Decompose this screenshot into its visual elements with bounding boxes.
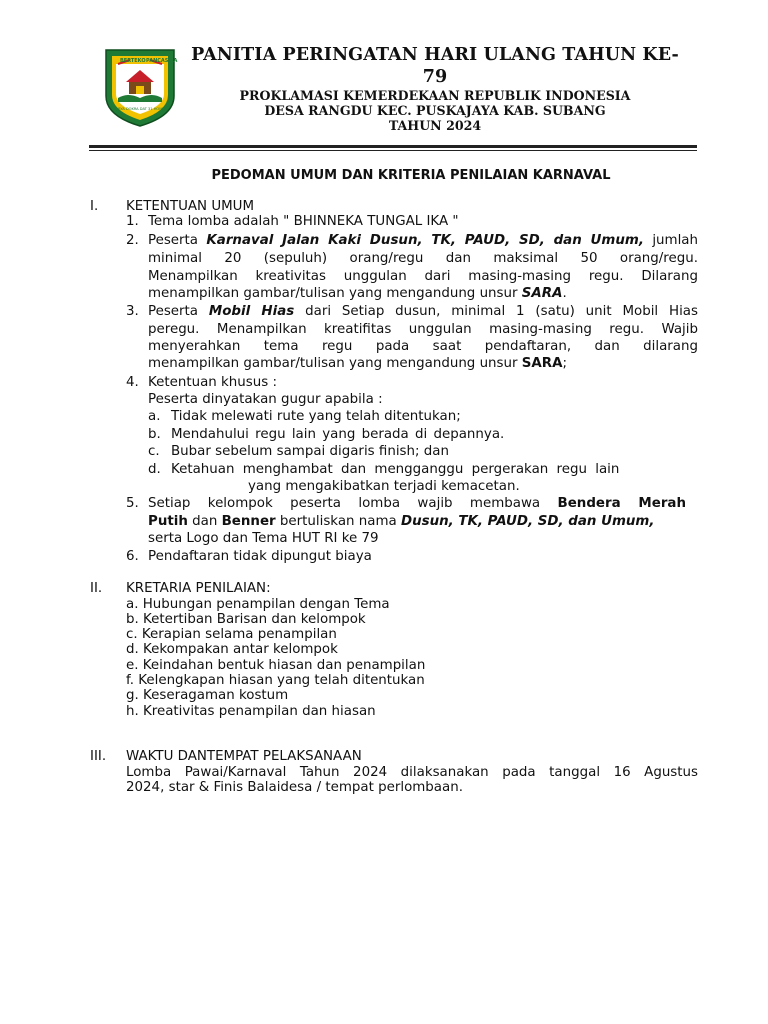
letterhead-line4: TAHUN 2024 [388, 118, 482, 133]
item-3-l4a: menampilkan gambar/tulisan yang mengandung unsur [148, 356, 522, 371]
item-5-line-3: serta Logo dan Tema HUT RI ke 79 [148, 531, 379, 546]
item-3-l4c: ; [562, 356, 567, 371]
item-5-l2b: dan [187, 514, 222, 529]
criteria-item: a. Hubungan penampilan dengan Tema [126, 597, 390, 612]
item-6-text: Pendaftaran tidak dipungut biaya [148, 549, 372, 564]
item-5-text-a: Setiap kelompok peserta lomba wajib membawa [148, 496, 558, 511]
section-2-heading: KRETARIA PENILAIAN: [126, 581, 271, 596]
item-3-line-3: menyerahkan tema regu pada saat pendaftaran, dan dilarang [148, 339, 698, 354]
letterhead-rule-thin [89, 150, 697, 151]
criteria-item: h. Kreativitas penampilan dan hiasan [126, 704, 376, 719]
logo-text-right: PANCASILA [146, 58, 178, 64]
item-2-text-b: Karnaval Jalan Kaki Dusun, TK, PAUD, SD, dan Umum, [206, 233, 644, 248]
item-5-line-2 [148, 514, 654, 529]
item-5-l2a: Putih [148, 514, 188, 529]
item-3-line-1 [148, 304, 698, 319]
item-2-line-2: minimal 20 (sepuluh) orang/regu dan maksimal 50 orang/regu. [148, 251, 698, 266]
item-4-text: Ketentuan khusus : [148, 375, 277, 390]
criteria-item: f. Kelengkapan hiasan yang telah ditentukan [126, 673, 425, 688]
logo-text-bottom: KARYA DOKRA DAT 31 HONTR [113, 107, 167, 111]
item-3-l4b: SARA [521, 356, 563, 371]
item-4c-label: c. [148, 444, 160, 459]
item-1-number: 1. [126, 214, 139, 229]
section-1-number: I. [90, 199, 99, 214]
item-3-text-a: Peserta [148, 304, 209, 319]
criteria-item: e. Keindahan bentuk hiasan dan penampilan [126, 658, 426, 673]
letterhead-line2: PROKLAMASI KEMERDEKAAN REPUBLIK INDONESIA [239, 88, 631, 103]
section-1-heading: KETENTUAN UMUM [126, 199, 255, 214]
letterhead-line3: DESA RANGDU KEC. PUSKAJAYA KAB. SUBANG [264, 103, 606, 118]
subang-regency-emblem-icon [98, 42, 182, 128]
item-2-l4b: SARA [521, 286, 563, 301]
section-3-number: III. [90, 749, 107, 764]
item-2-l4c: . [562, 286, 567, 301]
item-6-number: 6. [126, 549, 139, 564]
criteria-item: b. Ketertiban Barisan dan kelompok [126, 612, 366, 627]
section-3-line-2: 2024, star & Finis Balaidesa / tempat perlombaan. [126, 780, 463, 795]
item-4b-text: Mendahului regu lain yang berada di depannya. [171, 427, 505, 442]
item-5-l2d: bertuliskan nama [275, 514, 401, 529]
section-3-line-1: Lomba Pawai/Karnaval Tahun 2024 dilaksanakan pada tanggal 16 Agustus [126, 765, 698, 780]
logo-text-left: BERTEKO [120, 58, 146, 64]
item-2-line-4 [148, 286, 567, 301]
item-4b-label: b. [148, 427, 161, 442]
criteria-item: c. Kerapian selama penampilan [126, 627, 337, 642]
letterhead-text [185, 44, 685, 133]
item-3-text-c: dari Setiap dusun, minimal 1 (satu) unit Mobil Hias [294, 304, 698, 319]
item-5-l2c: Benner [221, 514, 276, 529]
item-2-line-1 [148, 233, 698, 248]
item-4c-text: Bubar sebelum sampai digaris finish; dan [171, 444, 449, 459]
item-3-text-b: Mobil Hias [208, 304, 295, 319]
item-2-l4a: menampilkan gambar/tulisan yang mengandung unsur [148, 286, 522, 301]
item-2-text-c: jumlah [643, 233, 699, 248]
item-4-number: 4. [126, 375, 139, 390]
item-4-intro: Peserta dinyatakan gugur apabila : [148, 392, 383, 407]
item-3-number: 3. [126, 304, 139, 319]
item-1-text: Tema lomba adalah " BHINNEKA TUNGAL IKA " [148, 214, 459, 229]
criteria-item: d. Kekompakan antar kelompok [126, 642, 338, 657]
item-3-line-4 [148, 356, 567, 371]
item-4d-continued: yang mengakibatkan terjadi kemacetan. [248, 479, 520, 494]
item-2-number: 2. [126, 233, 139, 248]
item-4d-text: Ketahuan menghambat dan mengganggu pergerakan regu lain [171, 462, 620, 477]
section-2-number: II. [90, 581, 103, 596]
item-4d-label: d. [148, 462, 161, 477]
item-2-line-3: Menampilkan kreativitas unggulan dari masing-masing regu. Dilarang [148, 269, 698, 284]
item-5-l2e: Dusun, TK, PAUD, SD, dan Umum, [400, 514, 655, 529]
item-3-line-2: peregu. Menampilkan kreatifitas unggulan masing-masing regu. Wajib [148, 322, 698, 337]
item-4a-label: a. [148, 409, 161, 424]
letterhead-rule-thick [89, 145, 697, 148]
letterhead-title: PANITIA PERINGATAN HARI ULANG TAHUN KE-79 [191, 45, 679, 87]
item-4a-text: Tidak melewati rute yang telah ditentukan; [171, 409, 461, 424]
criteria-item: g. Keseragaman kostum [126, 688, 289, 703]
item-5-text-b: Bendera Merah [557, 496, 686, 511]
item-5-line-1 [148, 496, 686, 511]
document-title: PEDOMAN UMUM DAN KRITERIA PENILAIAN KARNAVAL [211, 168, 611, 183]
section-3-heading: WAKTU DANTEMPAT PELAKSANAAN [126, 749, 362, 764]
letterhead [0, 0, 768, 150]
item-2-text-a: Peserta [148, 233, 207, 248]
item-5-number: 5. [126, 496, 139, 511]
